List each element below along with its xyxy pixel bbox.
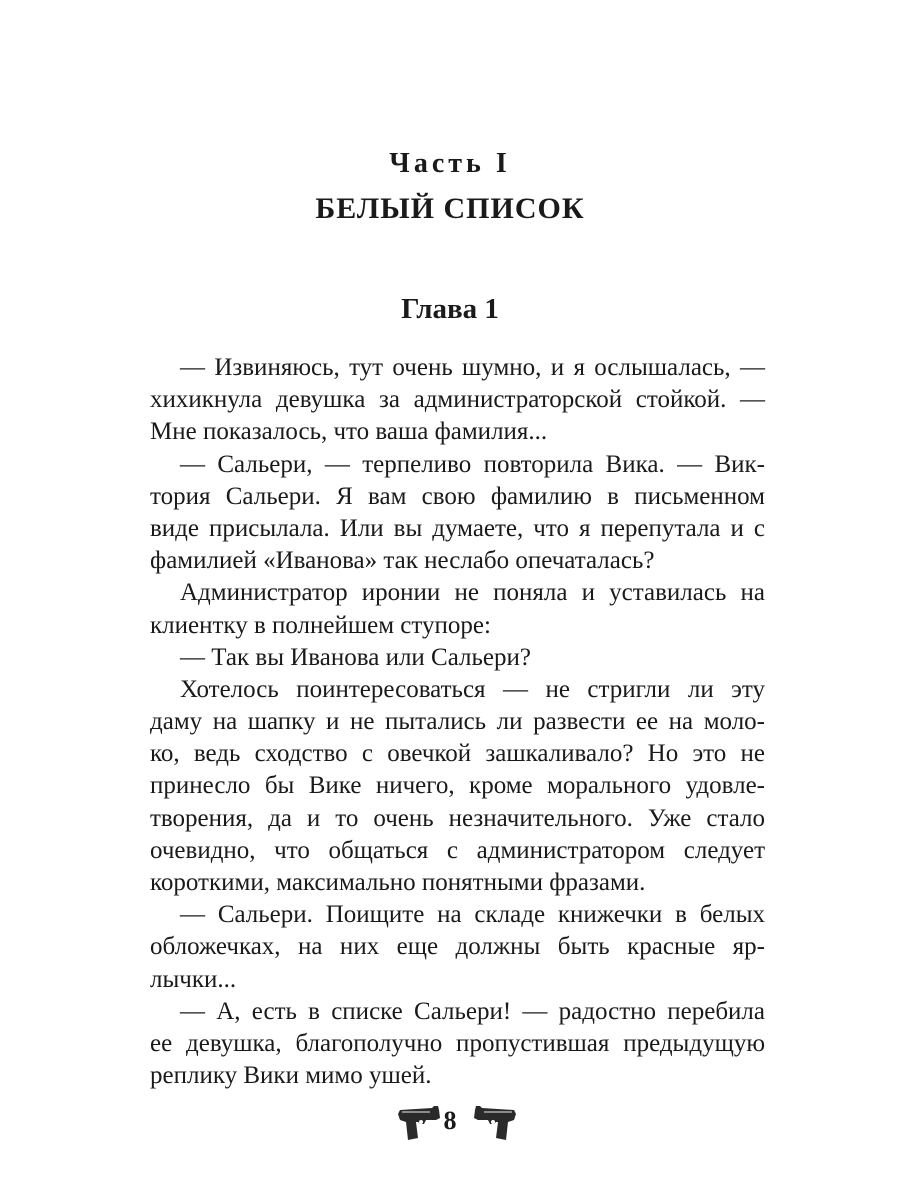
page-number: 8 bbox=[443, 1106, 457, 1135]
text-line: очевидно, что общаться с администратором следует bbox=[150, 836, 765, 864]
text-line: ее девушка, благополучно пропустившая предыдущую bbox=[150, 1029, 765, 1057]
text-line: — Сальери. Поищите на складе книжечки в белых bbox=[180, 901, 765, 929]
text-line: хихикнула девушка за администраторской стойкой. — bbox=[150, 386, 765, 414]
text-line: — Сальери, — терпеливо повторила Вика. — Вик- bbox=[180, 450, 765, 478]
text-line: реплику Вики мимо ушей. bbox=[150, 1062, 432, 1090]
text-line: фамилией «Иванова» так неслабо опечаталась? bbox=[150, 547, 655, 575]
chapter-title: Глава 1 bbox=[401, 293, 499, 325]
page-footer bbox=[0, 1098, 900, 1144]
text-line: обложечках, на них еще должны быть красные яр- bbox=[150, 933, 765, 961]
part-title: БЕЛЫЙ СПИСОК bbox=[315, 192, 585, 225]
text-line: творения, да и то очень незначительного. Уже стало bbox=[150, 804, 765, 832]
text-line: — А, есть в списке Сальери! — радостно перебила bbox=[180, 997, 765, 1025]
text-line: короткими, максимально понятными фразами. bbox=[150, 869, 646, 896]
text-line: клиентку в полнейшем ступоре: bbox=[150, 611, 491, 639]
text-line: даму на шапку и не пытались ли развести ее на моло- bbox=[150, 708, 765, 736]
part-label: Часть I bbox=[389, 148, 511, 179]
text-line: — Извиняюсь, тут очень шумно, и я ослышалась, — bbox=[180, 354, 765, 381]
text-line: принесло бы Вике ничего, кроме морального удовле- bbox=[150, 772, 765, 800]
text-line: тория Сальери. Я вам свою фамилию в письменном bbox=[150, 482, 765, 510]
text-line: лычки... bbox=[150, 965, 237, 993]
pistol-icon bbox=[472, 1102, 518, 1142]
text-line: Администратор иронии не поняла и уставилась на bbox=[180, 579, 765, 607]
text-line: Мне показалось, что ваша фамилия... bbox=[150, 418, 548, 446]
text-line: — Так вы Иванова или Сальери? bbox=[180, 643, 531, 671]
body-text bbox=[150, 352, 765, 1092]
text-line: Хотелось поинтересоваться — не стригли ли эту bbox=[180, 675, 765, 703]
text-line: ко, ведь сходство с овечкой зашкаливало? Но это не bbox=[150, 740, 765, 768]
text-line: виде присылала. Или вы думаете, что я перепутала и с bbox=[150, 514, 765, 542]
